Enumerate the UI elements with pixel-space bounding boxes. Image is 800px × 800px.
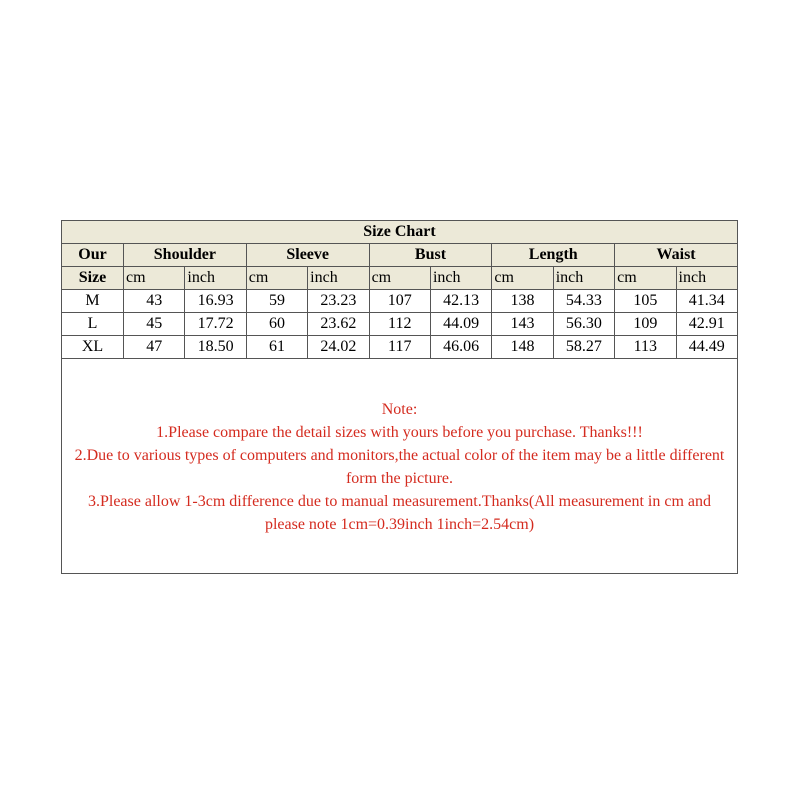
unit-cm: cm xyxy=(492,267,553,290)
unit-inch: inch xyxy=(676,267,737,290)
table-cell: 18.50 xyxy=(185,336,246,359)
table-row xyxy=(62,313,738,336)
table-cell: 44.49 xyxy=(676,336,737,359)
table-cell: 54.33 xyxy=(553,290,614,313)
note-2: 2.Due to various types of computers and monitors,the actual color of the item may be a little different form the picture. xyxy=(74,447,725,487)
unit-cm: cm xyxy=(246,267,307,290)
note-1: 1.Please compare the detail sizes with yours before you purchase. Thanks!!! xyxy=(156,424,643,441)
table-cell: 46.06 xyxy=(430,336,491,359)
table-cell: 23.62 xyxy=(308,313,369,336)
table-cell: 44.09 xyxy=(430,313,491,336)
table-row xyxy=(62,290,738,313)
measure-header-length: Length xyxy=(492,244,615,267)
table-cell: 45 xyxy=(124,313,185,336)
table-cell: 41.34 xyxy=(676,290,737,313)
table-cell: 23.23 xyxy=(308,290,369,313)
table-cell: 58.27 xyxy=(553,336,614,359)
size-label: XL xyxy=(62,336,124,359)
table-cell: 43 xyxy=(124,290,185,313)
table-cell: 17.72 xyxy=(185,313,246,336)
note-3: 3.Please allow 1-3cm difference due to manual measurement.Thanks(All measurement in cm and please note 1cm=0.39inch 1inch=2.54cm) xyxy=(87,493,712,533)
size-chart-container xyxy=(61,220,738,574)
table-cell: 61 xyxy=(246,336,307,359)
table-cell: 60 xyxy=(246,313,307,336)
size-label: M xyxy=(62,290,124,313)
table-row xyxy=(62,336,738,359)
table-cell: 42.91 xyxy=(676,313,737,336)
unit-inch: inch xyxy=(308,267,369,290)
size-header-top: Our xyxy=(62,244,124,267)
table-cell: 148 xyxy=(492,336,553,359)
table-cell: 109 xyxy=(615,313,676,336)
measure-header-sleeve: Sleeve xyxy=(246,244,369,267)
unit-header-row xyxy=(62,267,738,290)
unit-inch: inch xyxy=(553,267,614,290)
size-header-bottom: Size xyxy=(62,267,124,290)
unit-inch: inch xyxy=(430,267,491,290)
unit-cm: cm xyxy=(615,267,676,290)
table-cell: 16.93 xyxy=(185,290,246,313)
table-cell: 113 xyxy=(615,336,676,359)
table-cell: 117 xyxy=(369,336,430,359)
table-cell: 105 xyxy=(615,290,676,313)
table-cell: 112 xyxy=(369,313,430,336)
size-label: L xyxy=(62,313,124,336)
measure-header-shoulder: Shoulder xyxy=(124,244,247,267)
notes-box xyxy=(61,359,738,574)
unit-cm: cm xyxy=(124,267,185,290)
table-cell: 47 xyxy=(124,336,185,359)
table-cell: 42.13 xyxy=(430,290,491,313)
measure-header-bust: Bust xyxy=(369,244,492,267)
table-cell: 107 xyxy=(369,290,430,313)
unit-inch: inch xyxy=(185,267,246,290)
unit-cm: cm xyxy=(369,267,430,290)
measure-header-waist: Waist xyxy=(615,244,738,267)
chart-title: Size Chart xyxy=(62,221,738,244)
note-heading: Note: xyxy=(381,401,418,418)
measure-header-row xyxy=(62,244,738,267)
table-cell: 138 xyxy=(492,290,553,313)
table-cell: 56.30 xyxy=(553,313,614,336)
table-cell: 59 xyxy=(246,290,307,313)
table-cell: 143 xyxy=(492,313,553,336)
size-chart-table xyxy=(61,220,738,359)
table-cell: 24.02 xyxy=(308,336,369,359)
